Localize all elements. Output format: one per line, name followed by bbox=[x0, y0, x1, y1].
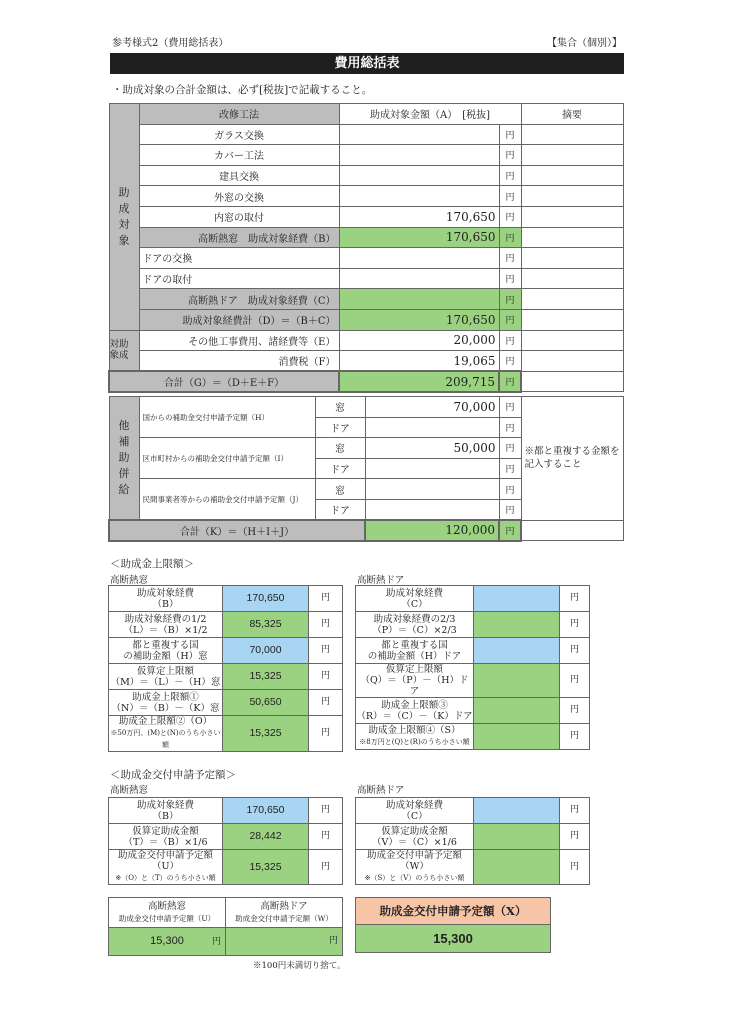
calc-row bbox=[356, 638, 590, 664]
calc-row-label-line1: 助成対象経費 bbox=[136, 799, 194, 811]
calc-row-label bbox=[356, 612, 474, 638]
calc-row-label-line1: 仮算定上限額 bbox=[136, 665, 194, 677]
amount-input[interactable] bbox=[339, 186, 499, 207]
calc-row bbox=[356, 798, 590, 824]
calc-row-label-line2: の補助金額（H）ドア bbox=[367, 650, 462, 662]
yen-unit: 円 bbox=[309, 850, 343, 885]
calc-row-label-line1: 助成金上限額① bbox=[132, 691, 199, 703]
tax-note: ・助成対象の合計金額は、必ず[税抜]で記載すること。 bbox=[112, 84, 373, 96]
summary-cell[interactable] bbox=[521, 351, 623, 372]
row-sash bbox=[109, 165, 623, 186]
duplicate-note: ※都と重複する金額を記入すること bbox=[521, 397, 623, 521]
yen-unit: 円 bbox=[499, 227, 521, 248]
private-door-value[interactable] bbox=[365, 499, 499, 520]
calc-row-label-line2: （P）＝（C）×2/3 bbox=[372, 624, 457, 636]
final-door-value-cell bbox=[226, 928, 343, 956]
yen-unit: 円 bbox=[499, 145, 521, 166]
yen-unit: 円 bbox=[499, 438, 521, 459]
row-label: ドアの交換 bbox=[139, 248, 339, 269]
summary-cell[interactable] bbox=[521, 309, 623, 330]
row-label: ドアの取付 bbox=[139, 268, 339, 289]
calc-row-label-line2: の補助金額（H）窓 bbox=[123, 650, 208, 662]
row-label: 外窓の交換 bbox=[139, 186, 339, 207]
private-window-value[interactable] bbox=[365, 479, 499, 500]
yen-unit: 円 bbox=[309, 612, 343, 638]
summary-cell[interactable] bbox=[521, 248, 623, 269]
calc-row bbox=[109, 798, 343, 824]
national-door-value[interactable] bbox=[365, 417, 499, 438]
calc-row bbox=[356, 664, 590, 698]
non-target-side-label: 対助 象成 bbox=[109, 330, 139, 371]
row-total-g bbox=[109, 371, 623, 392]
final-window-header bbox=[109, 898, 226, 928]
calc-row-label bbox=[109, 690, 223, 716]
yen-unit: 円 bbox=[309, 824, 343, 850]
yen-unit: 円 bbox=[560, 664, 590, 698]
summary-cell[interactable] bbox=[521, 145, 623, 166]
yen-unit: 円 bbox=[328, 936, 338, 946]
yen-unit: 円 bbox=[499, 371, 521, 392]
calc-row-label-line1: 助成対象経費 bbox=[385, 799, 443, 811]
calc-row-label bbox=[356, 638, 474, 664]
calc-row-value: 70,000 bbox=[223, 638, 309, 664]
calc-row-value bbox=[474, 638, 560, 664]
yen-unit: 円 bbox=[560, 612, 590, 638]
municipal-subsidy-label: 区市町村からの補助金交付申請予定額（I） bbox=[139, 438, 315, 479]
calc-row bbox=[109, 612, 343, 638]
calc-row-value bbox=[474, 586, 560, 612]
row-outer bbox=[109, 186, 623, 207]
calc-row-value bbox=[474, 724, 560, 750]
yen-unit: 円 bbox=[499, 417, 521, 438]
window-cost-label: 高断熱窓 助成対象経費（B） bbox=[139, 227, 339, 248]
total-x-value: 15,300 bbox=[356, 925, 550, 952]
calc-row bbox=[109, 716, 343, 752]
yen-unit: 円 bbox=[499, 124, 521, 145]
rounding-footnote: ※100円未満切り捨て。 bbox=[253, 961, 346, 971]
total-g-label: 合計（G）＝（D＋E＋F） bbox=[109, 371, 339, 392]
yen-unit: 円 bbox=[560, 824, 590, 850]
calc-row-value bbox=[474, 850, 560, 885]
calc-row-label bbox=[356, 724, 474, 750]
yen-unit: 円 bbox=[499, 248, 521, 269]
calc-row-label-line2: （T）＝（B）×1/6 bbox=[123, 836, 208, 848]
calc-row-label-line2: （L）＝（B）×1/2 bbox=[123, 624, 208, 636]
tax-f-label: 消費税（F） bbox=[139, 351, 339, 372]
amount-input[interactable] bbox=[339, 268, 499, 289]
yen-unit: 円 bbox=[309, 664, 343, 690]
row-window-cost bbox=[109, 227, 623, 248]
yen-unit: 円 bbox=[499, 186, 521, 207]
row-label: 内窓の取付 bbox=[139, 206, 339, 227]
row-label: ガラス交換 bbox=[139, 124, 339, 145]
row-total-d bbox=[109, 309, 623, 330]
final-window-value: 15,300 bbox=[150, 935, 184, 947]
calc-row-label bbox=[109, 612, 223, 638]
calc-row-value: 50,650 bbox=[223, 690, 309, 716]
limit-window-subtitle: 高断熱窓 bbox=[110, 575, 149, 586]
row-glass bbox=[109, 124, 623, 145]
cost-summary-table bbox=[108, 103, 624, 393]
yen-unit: 円 bbox=[309, 690, 343, 716]
calc-row-value: 28,442 bbox=[223, 824, 309, 850]
final-amount-table bbox=[108, 897, 343, 956]
calc-row-label-line2: ※（S）と（V）のうち小さい額 bbox=[364, 874, 465, 882]
calc-row-label bbox=[356, 586, 474, 612]
calc-row-label-line2: （C） bbox=[401, 810, 428, 822]
limit-window-table bbox=[108, 585, 343, 752]
calc-row bbox=[109, 638, 343, 664]
apply-window-table bbox=[108, 797, 343, 885]
yen-unit: 円 bbox=[499, 458, 521, 479]
calc-row bbox=[356, 850, 590, 885]
apply-section-title: ＜助成金交付申請予定額＞ bbox=[110, 769, 236, 781]
yen-unit: 円 bbox=[499, 330, 521, 351]
yen-unit: 円 bbox=[560, 850, 590, 885]
total-g-value: 209,715 bbox=[339, 371, 499, 392]
yen-unit: 円 bbox=[499, 397, 521, 418]
form-type-label: 【集合（個別）】 bbox=[547, 38, 622, 49]
summary-cell[interactable] bbox=[521, 124, 623, 145]
calc-row bbox=[356, 698, 590, 724]
yen-unit: 円 bbox=[560, 586, 590, 612]
final-window-head1: 高断熱窓 bbox=[147, 900, 186, 912]
national-subsidy-label: 国からの補助金交付申請予定額（H） bbox=[139, 397, 315, 438]
private-subsidy-label: 民間事業者等からの補助金交付申請予定額（J） bbox=[139, 479, 315, 520]
row-door-cost bbox=[109, 289, 623, 310]
other-e-value[interactable]: 20,000 bbox=[339, 330, 499, 351]
window-label: 窓 bbox=[315, 438, 365, 459]
calc-row-value: 15,325 bbox=[223, 664, 309, 690]
calc-row bbox=[356, 586, 590, 612]
summary-cell[interactable] bbox=[521, 165, 623, 186]
page-title: 費用総括表 bbox=[110, 53, 624, 74]
door-label: ドア bbox=[315, 458, 365, 479]
final-door-head1: 高断熱ドア bbox=[260, 900, 308, 912]
col-summary-header: 摘要 bbox=[521, 104, 623, 125]
national-window-value[interactable]: 70,000 bbox=[365, 397, 499, 418]
yen-unit: 円 bbox=[499, 268, 521, 289]
summary-cell[interactable] bbox=[521, 227, 623, 248]
summary-cell[interactable] bbox=[521, 268, 623, 289]
calc-row-label bbox=[356, 850, 474, 885]
yen-unit: 円 bbox=[560, 798, 590, 824]
calc-row bbox=[109, 850, 343, 885]
calc-row-label bbox=[109, 798, 223, 824]
calc-row-label-line2: （B） bbox=[152, 810, 179, 822]
calc-row-label-line1: 助成金交付申請予定額（U） bbox=[117, 850, 213, 872]
final-window-head2: 助成金交付申請予定額（U） bbox=[118, 913, 216, 923]
summary-cell[interactable] bbox=[521, 371, 623, 392]
calc-row-label-line2: （N）＝（B）－（K）窓 bbox=[111, 702, 220, 714]
calc-row-label-line2: （Q）＝（P）－（H）ドア bbox=[360, 675, 469, 697]
calc-row bbox=[356, 724, 590, 750]
yen-unit: 円 bbox=[560, 724, 590, 750]
calc-row-value: 170,650 bbox=[223, 798, 309, 824]
other-e-label: その他工事費用、諸経費等（E） bbox=[139, 330, 339, 351]
other-subsidy-table bbox=[108, 396, 624, 542]
final-door-head2: 助成金交付申請予定額（W） bbox=[235, 913, 333, 923]
calc-row-label-line1: 助成金交付申請予定額（W） bbox=[366, 850, 462, 872]
door-label: ドア bbox=[315, 499, 365, 520]
yen-unit: 円 bbox=[560, 698, 590, 724]
total-k-label: 合計（K）＝（H＋I＋J） bbox=[109, 520, 365, 541]
yen-unit: 円 bbox=[211, 936, 221, 946]
yen-unit: 円 bbox=[499, 289, 521, 310]
calc-row-label bbox=[109, 824, 223, 850]
yen-unit: 円 bbox=[499, 479, 521, 500]
calc-row-label bbox=[356, 798, 474, 824]
yen-unit: 円 bbox=[499, 206, 521, 227]
calc-row-label bbox=[356, 698, 474, 724]
tax-f-value[interactable]: 19,065 bbox=[339, 351, 499, 372]
calc-row-value: 170,650 bbox=[223, 586, 309, 612]
apply-door-table bbox=[355, 797, 590, 885]
calc-row-label-line2: （C） bbox=[401, 598, 428, 610]
calc-row-label bbox=[109, 850, 223, 885]
calc-row bbox=[109, 824, 343, 850]
calc-row-label-line1: 都と重複する国 bbox=[381, 639, 448, 651]
calc-row-label-line1: 仮算定助成金額 bbox=[381, 825, 448, 837]
amount-input[interactable] bbox=[339, 248, 499, 269]
summary-cell[interactable] bbox=[521, 186, 623, 207]
row-door-install bbox=[109, 268, 623, 289]
calc-row bbox=[356, 612, 590, 638]
other-subsidy-side-label: 他 補 助 併 給 bbox=[109, 397, 139, 521]
total-d-label: 助成対象経費計（D）＝（B＋C） bbox=[139, 309, 339, 330]
yen-unit: 円 bbox=[499, 520, 521, 541]
calc-row bbox=[109, 690, 343, 716]
municipal-door-value[interactable] bbox=[365, 458, 499, 479]
final-window-value-cell bbox=[109, 928, 226, 956]
calc-row-label-line2: （R）＝（C）－（K）ドア bbox=[356, 710, 473, 722]
calc-row-label-line1: 助成対象経費の1/2 bbox=[124, 613, 207, 625]
yen-unit: 円 bbox=[499, 309, 521, 330]
row-door-replace bbox=[109, 248, 623, 269]
total-x-label: 助成金交付申請予定額（X） bbox=[356, 898, 550, 925]
final-door-header bbox=[226, 898, 343, 928]
calc-row-label bbox=[109, 716, 223, 752]
amount-input[interactable] bbox=[339, 165, 499, 186]
calc-row-label-line1: 助成金上限額②（O） bbox=[118, 716, 213, 727]
col-amount-header: 助成対象金額（A） [税抜] bbox=[339, 104, 521, 125]
calc-row-label bbox=[356, 664, 474, 698]
calc-row-label-line1: 助成金上限額④（S） bbox=[368, 725, 461, 736]
row-label: 建具交換 bbox=[139, 165, 339, 186]
calc-row-value bbox=[474, 612, 560, 638]
form-reference-label: 参考様式2（費用総括表） bbox=[112, 38, 229, 49]
total-x-box bbox=[355, 897, 551, 953]
yen-unit: 円 bbox=[499, 351, 521, 372]
calc-row-label-line1: 助成対象経費 bbox=[136, 587, 194, 599]
calc-row-label bbox=[109, 586, 223, 612]
calc-row-label-line1: 助成金上限額③ bbox=[381, 699, 448, 711]
calc-row-label bbox=[356, 824, 474, 850]
row-other-e bbox=[109, 330, 623, 351]
window-label: 窓 bbox=[315, 479, 365, 500]
limit-section-title: ＜助成金上限額＞ bbox=[110, 558, 194, 570]
yen-unit: 円 bbox=[309, 586, 343, 612]
total-d-value: 170,650 bbox=[339, 309, 499, 330]
summary-cell[interactable] bbox=[521, 289, 623, 310]
window-label: 窓 bbox=[315, 397, 365, 418]
calc-row-label-line1: 助成対象経費の2/3 bbox=[373, 613, 456, 625]
calc-row-label-line2: （V）＝（C）×1/6 bbox=[372, 836, 457, 848]
row-label: カバー工法 bbox=[139, 145, 339, 166]
yen-unit: 円 bbox=[309, 716, 343, 752]
calc-row-label-line1: 助成対象経費 bbox=[385, 587, 443, 599]
calc-row-value bbox=[474, 824, 560, 850]
amount-input[interactable]: 170,650 bbox=[339, 206, 499, 227]
window-cost-value: 170,650 bbox=[339, 227, 499, 248]
calc-row-label-line2: ※（O）と（T）のうち小さい額 bbox=[115, 874, 216, 882]
row-tax-f bbox=[109, 351, 623, 372]
calc-row-value: 85,325 bbox=[223, 612, 309, 638]
calc-row-label bbox=[109, 638, 223, 664]
calc-row-label-line1: 仮算定助成金額 bbox=[132, 825, 199, 837]
apply-window-subtitle: 高断熱窓 bbox=[110, 785, 149, 796]
col-method-header: 改修工法 bbox=[139, 104, 339, 125]
total-k-value: 120,000 bbox=[365, 520, 499, 541]
yen-unit: 円 bbox=[560, 638, 590, 664]
calc-row-label bbox=[109, 664, 223, 690]
calc-row-label-line2: （B） bbox=[152, 598, 179, 610]
apply-door-subtitle: 高断熱ドア bbox=[357, 785, 405, 796]
door-label: ドア bbox=[315, 417, 365, 438]
calc-row-value bbox=[474, 698, 560, 724]
yen-unit: 円 bbox=[499, 499, 521, 520]
calc-row-value: 15,325 bbox=[223, 716, 309, 752]
amount-input[interactable] bbox=[339, 145, 499, 166]
calc-row-label-line2: （M）＝（L）－（H）窓 bbox=[110, 676, 221, 688]
yen-unit: 円 bbox=[309, 798, 343, 824]
door-cost-label: 高断熱ドア 助成対象経費（C） bbox=[139, 289, 339, 310]
calc-row bbox=[109, 664, 343, 690]
yen-unit: 円 bbox=[499, 165, 521, 186]
limit-door-subtitle: 高断熱ドア bbox=[357, 575, 405, 586]
subsidy-target-side-label: 助 成 対 象 bbox=[109, 104, 139, 331]
calc-row-value: 15,325 bbox=[223, 850, 309, 885]
summary-cell bbox=[521, 520, 623, 541]
limit-door-table bbox=[355, 585, 590, 750]
amount-input[interactable] bbox=[339, 124, 499, 145]
municipal-window-value[interactable]: 50,000 bbox=[365, 438, 499, 459]
row-inner bbox=[109, 206, 623, 227]
calc-row bbox=[109, 586, 343, 612]
calc-row-value bbox=[474, 664, 560, 698]
summary-cell[interactable] bbox=[521, 330, 623, 351]
yen-unit: 円 bbox=[309, 638, 343, 664]
calc-row-label-line2: ※50万円、(M)と(N)のうち小さい額 bbox=[110, 729, 221, 749]
calc-row-value bbox=[474, 798, 560, 824]
door-cost-value bbox=[339, 289, 499, 310]
calc-row-label-line2: ※8万円と(Q)と(R)のうち小さい額 bbox=[359, 738, 470, 746]
row-cover bbox=[109, 145, 623, 166]
summary-cell[interactable] bbox=[521, 206, 623, 227]
calc-row-label-line1: 都と重複する国 bbox=[132, 639, 199, 651]
calc-row bbox=[356, 824, 590, 850]
calc-row-label-line1: 仮算定上限額 bbox=[385, 664, 443, 675]
